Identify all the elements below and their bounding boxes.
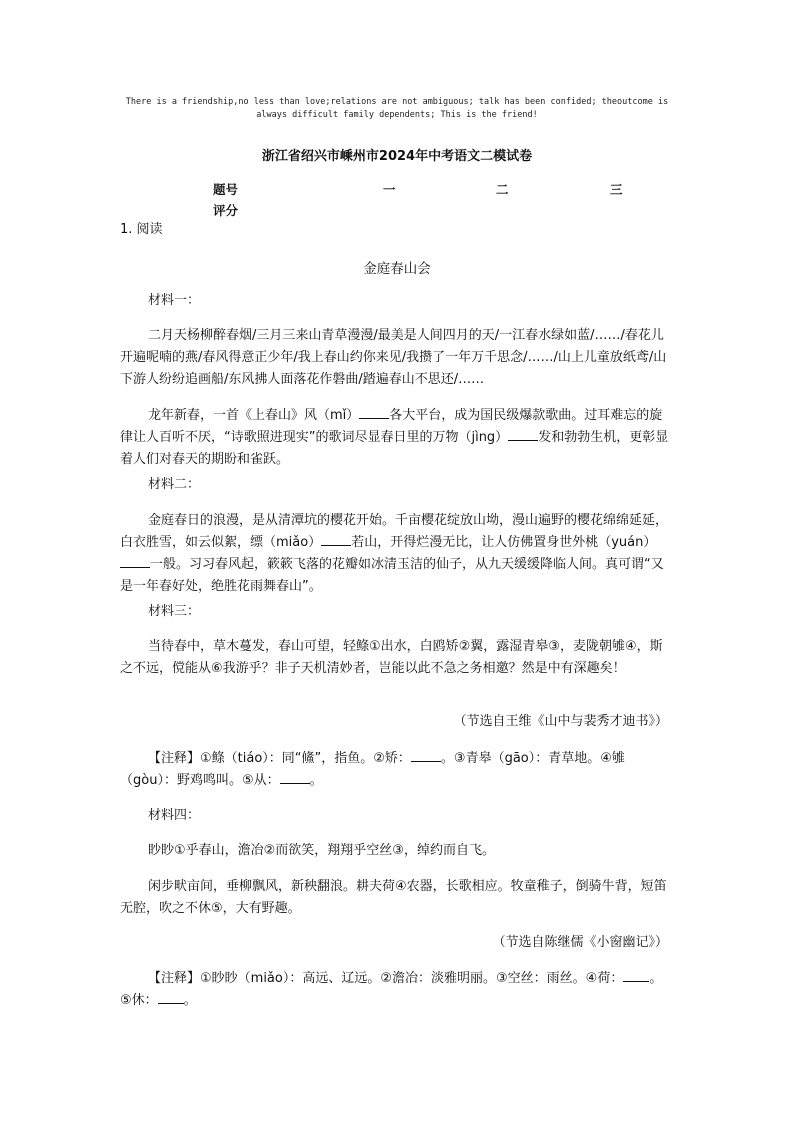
- material-1-lyrics: 二月天杨柳醉春烟/三月三来山青草漫漫/最美是人间四月的天/一江春水绿如蓝/……/春花儿开遍呢喃的燕/春风得意正少年/我上春山约你来见/我攒了一年万千思念/……/山上儿童放纸鸢/山下游人纷纷追画船/东风拂人面落花作磐曲/踏遍春山不思还/……: [120, 328, 667, 387]
- fill-blank-5[interactable]: [411, 749, 441, 762]
- fill-blank-4[interactable]: [120, 555, 150, 568]
- material-4-notes: [120, 968, 672, 1012]
- fill-blank-6[interactable]: [280, 771, 310, 784]
- material-3-classical-text: 当待春中，草木蔓发，春山可望，轻鲦①出水，白鸥矫②翼，露湿青皋③，麦陇朝雊④，斯之不远，傥能从⑥我游乎？非子天机清妙者，岂能以此不急之务相邀？然是中有深趣矣！: [120, 639, 663, 676]
- material-1-heading: 材料一：: [148, 293, 201, 308]
- fill-blank-8[interactable]: [158, 991, 184, 1004]
- material-4-line-2: 闲步畎亩间，垂柳飘风，新秧翻浪。耕夫荷④农器，长歌相应。牧童稚子，倒骑牛背，短笛无腔，吹之不休⑤，大有野趣。: [120, 879, 667, 916]
- text-segment: 各大平台，成为国民级爆款歌曲。过耳难忘的旋律让人百听不厌，“诗歌照进现实”的歌词尽显春日里的万物（jìng）: [120, 408, 663, 445]
- score-table-row1-label: 题号: [213, 182, 239, 197]
- text-segment: 。③青皋（gāo）：青草地。④雊（gòu）：野鸡鸣叫。⑤从：: [120, 751, 625, 788]
- material-4-heading: 材料四：: [148, 808, 201, 823]
- question-number: 1. 阅读: [120, 222, 163, 237]
- text-segment: 金庭春日的浪漫，是从清潭坑的樱花开始。千亩樱花绽放山坳，漫山遍野的樱花绵绵延延，白衣胜雪，如云似絮，缥（miǎo）: [120, 513, 669, 550]
- material-2-paragraph: [120, 510, 672, 598]
- fill-blank-3[interactable]: [321, 533, 351, 546]
- score-table-col-1: 一: [383, 182, 396, 197]
- score-table-row2-label: 评分: [213, 203, 239, 218]
- material-4-line-1: 眇眇①乎春山，澹冶②而欲笑，翔翔乎空丝③，绰约而自飞。: [148, 843, 495, 858]
- material-3-heading: 材料三：: [148, 604, 201, 619]
- text-segment: 龙年新春，一首《上春山》风（mǐ）: [148, 408, 360, 423]
- text-segment: 一般。习习春风起，簌簌飞落的花瓣如冰清玉洁的仙子，从九天缓缓降临人间。真可谓“又是一年春好处，绝胜花雨舞春山”。: [120, 557, 664, 594]
- material-3-source: （节选自王维《山中与裴秀才迪书》）: [453, 714, 668, 729]
- score-table-col-3: 三: [610, 182, 623, 197]
- material-1-paragraph: [120, 405, 672, 471]
- text-segment: 发和勃勃生机，更彰显着人们对春天的期盼和雀跃。: [120, 430, 669, 467]
- material-4-source: （节选自陈继儒《小窗幽记》）: [492, 935, 668, 950]
- material-3-notes: [120, 748, 672, 792]
- text-segment: 。: [183, 993, 197, 1008]
- header-banner: There is a friendship,no less than love;relations are not ambiguous; talk has been confided; theoutcome is always difficult family dependents; This is the friend!: [125, 97, 669, 120]
- score-table-col-2: 二: [496, 182, 509, 197]
- text-segment: 【注释】①鲦（tiáo）：同“鯈”，指鱼。②矫：: [148, 751, 411, 766]
- text-segment: 。⑤休：: [120, 971, 663, 1008]
- text-segment: 【注释】①眇眇（miǎo）：高远、辽远。②澹冶：淡雅明丽。③空丝：雨丝。④荷：: [148, 971, 624, 986]
- text-segment: 。: [309, 773, 323, 788]
- text-segment: 若山，开得烂漫无比，让人仿佛置身世外桃（yuán）: [351, 535, 657, 550]
- fill-blank-7[interactable]: [623, 969, 649, 982]
- material-2-heading: 材料二：: [148, 477, 201, 492]
- fill-blank-1[interactable]: [359, 406, 389, 419]
- exam-title: 浙江省绍兴市嵊州市2024年中考语文二模试卷: [261, 149, 533, 164]
- fill-blank-2[interactable]: [508, 428, 538, 441]
- passage-title: 金庭春山会: [363, 261, 431, 277]
